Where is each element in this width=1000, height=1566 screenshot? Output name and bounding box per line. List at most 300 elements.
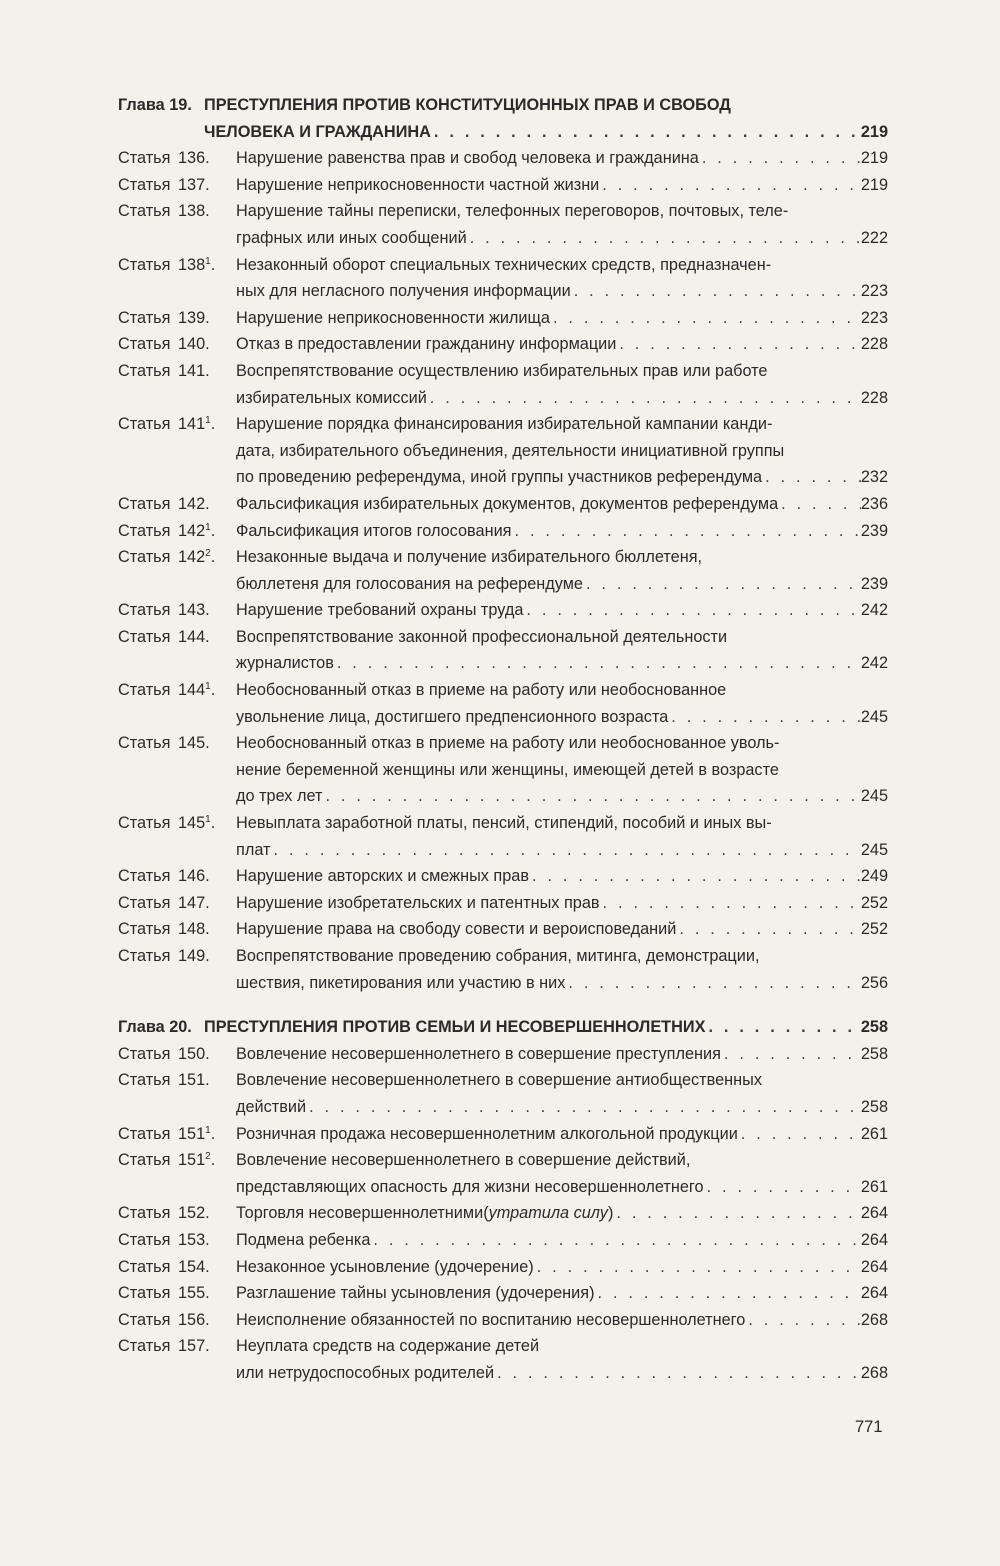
article-title [236, 198, 888, 251]
chapter-title-line [118, 119, 888, 146]
article-number: 140. [178, 335, 210, 354]
article-label [118, 624, 236, 651]
article-title-text: ных для негласного получения информации [236, 282, 571, 301]
toc-entry [118, 491, 888, 518]
article-title-line [236, 518, 888, 545]
article-word: Статья [118, 1124, 171, 1143]
article-number: 147. [178, 893, 210, 912]
article-word: Статья [118, 521, 171, 540]
dot-leader [762, 464, 861, 491]
article-word: Статья [118, 494, 171, 513]
article-label [118, 172, 236, 199]
article-title [236, 1280, 888, 1307]
article-title-text: графных или иных сообщений [236, 228, 467, 247]
chapter-page: 219 [860, 122, 888, 141]
dot-leader [600, 890, 861, 917]
toc-entry [118, 1307, 888, 1334]
dot-leader [613, 1200, 860, 1227]
article-title-line [236, 464, 888, 491]
dot-leader [565, 970, 860, 997]
article-title-text: плат [236, 840, 271, 859]
article-title-line [236, 1333, 888, 1360]
article-number-dot: . [210, 681, 216, 700]
article-word: Статья [118, 548, 171, 567]
article-word: Статья [118, 681, 171, 700]
article-page: 258 [860, 1097, 888, 1116]
dot-leader [571, 278, 861, 305]
article-title-text: Нарушение права на свободу совести и вероисповеданий [236, 920, 677, 939]
article-page: 236 [860, 494, 888, 513]
toc-entry [118, 1254, 888, 1281]
article-title [236, 1041, 888, 1068]
article-title [236, 1121, 888, 1148]
article-title [236, 411, 888, 491]
article-title-line [236, 491, 888, 518]
toc-entry [118, 252, 888, 305]
dot-leader [431, 119, 861, 146]
article-page: 261 [860, 1177, 888, 1196]
article-page: 245 [860, 787, 888, 806]
article-title-line [236, 358, 888, 385]
article-word: Статья [118, 601, 171, 620]
dot-leader [512, 518, 861, 545]
paren: ) [607, 1204, 614, 1223]
article-label [118, 1041, 236, 1068]
article-page: 242 [860, 601, 888, 620]
dot-leader [595, 1280, 861, 1307]
article-word: Статья [118, 415, 171, 434]
article-title-text: избирательных комиссий [236, 388, 427, 407]
chapter-title-line [118, 92, 888, 119]
article-title [236, 1254, 888, 1281]
chapter-heading [118, 1014, 888, 1041]
toc-entry [118, 198, 888, 251]
article-page: 242 [860, 654, 888, 673]
article-title [236, 677, 888, 730]
article-word: Статья [118, 149, 171, 168]
article-page: 261 [860, 1124, 888, 1143]
article-word: Статья [118, 1044, 171, 1063]
article-superscript: 1 [205, 255, 211, 267]
article-title [236, 1067, 888, 1120]
toc-entry [118, 1227, 888, 1254]
article-title-text: Нарушение порядка финансирования избирательной кампании канди- [236, 415, 773, 434]
article-title-line [236, 837, 888, 864]
article-title-line [236, 1200, 888, 1227]
dot-leader [599, 172, 861, 199]
article-label [118, 1307, 236, 1334]
article-title-text: увольнение лица, достигшего предпенсионного возраста [236, 707, 669, 726]
toc-entry [118, 810, 888, 863]
article-word: Статья [118, 308, 171, 327]
article-title-line [236, 305, 888, 332]
toc-entry [118, 1333, 888, 1386]
article-word: Статья [118, 893, 171, 912]
article-title-line [236, 704, 888, 731]
article-word: Статья [118, 335, 171, 354]
article-title-line [236, 145, 888, 172]
article-word: Статья [118, 1071, 171, 1090]
article-word: Статья [118, 1284, 171, 1303]
dot-leader [534, 1254, 861, 1281]
article-title-line [236, 252, 888, 279]
article-label [118, 1200, 236, 1227]
article-page: 223 [860, 308, 888, 327]
article-title-line [236, 677, 888, 704]
dot-leader [427, 385, 861, 412]
article-title-text: Незаконные выдача и получение избирательного бюллетеня, [236, 548, 703, 567]
article-superscript: 1 [205, 814, 211, 826]
article-title-line [236, 1041, 888, 1068]
toc-entry [118, 916, 888, 943]
article-status-note: утратила силу [488, 1204, 608, 1223]
article-title-text: Нарушение изобретательских и патентных прав [236, 893, 600, 912]
article-label [118, 252, 236, 279]
article-title-line [236, 730, 888, 757]
article-title-line [236, 1280, 888, 1307]
article-title-line [236, 890, 888, 917]
article-title-text: дата, избирательного объединения, деятельности инициативной группы [236, 441, 785, 460]
article-number: 146. [178, 867, 210, 886]
article-title-line [236, 757, 888, 784]
article-word: Статья [118, 1151, 171, 1170]
article-title [236, 810, 888, 863]
article-superscript: 2 [205, 1151, 211, 1163]
article-label [118, 943, 236, 970]
article-number: 151 [178, 1151, 206, 1170]
article-page: 228 [860, 335, 888, 354]
toc-entry [118, 358, 888, 411]
article-title-line [236, 1147, 888, 1174]
article-number-dot: . [210, 415, 216, 434]
article-label [118, 1333, 236, 1360]
dot-leader [721, 1041, 861, 1068]
article-label [118, 1147, 236, 1174]
article-label [118, 305, 236, 332]
chapter-title: ЧЕЛОВЕКА И ГРАЖДАНИНА [204, 122, 431, 141]
dot-leader [704, 1174, 861, 1201]
article-title-text: Неуплата средств на содержание детей [236, 1337, 540, 1356]
toc-entry [118, 730, 888, 810]
toc-entry [118, 305, 888, 332]
article-title [236, 1200, 888, 1227]
article-title [236, 730, 888, 810]
article-title-text: нение беременной женщины или женщины, имеющей детей в возрасте [236, 760, 779, 779]
article-title-line [236, 385, 888, 412]
article-title [236, 943, 888, 996]
article-label [118, 145, 236, 172]
article-number: 142. [178, 494, 210, 513]
dot-leader [705, 1014, 860, 1041]
article-title-text: Вовлечение несовершеннолетнего в совершение действий, [236, 1151, 691, 1170]
article-number: 141. [178, 361, 210, 380]
article-title-text: Нарушение равенства прав и свобод человека и гражданина [236, 149, 699, 168]
article-superscript: 1 [205, 415, 211, 427]
article-number-dot: . [210, 255, 216, 274]
article-list [118, 145, 888, 996]
article-number: 150. [178, 1044, 210, 1063]
article-superscript: 1 [205, 1124, 211, 1136]
chapter-page: 258 [860, 1018, 888, 1037]
article-title-text: Розничная продажа несовершеннолетним алкогольной продукции [236, 1124, 738, 1143]
article-label [118, 358, 236, 385]
article-page: 245 [860, 840, 888, 859]
toc-entry [118, 544, 888, 597]
toc-entry [118, 1200, 888, 1227]
article-title-line [236, 172, 888, 199]
article-number: 137. [178, 175, 210, 194]
article-number: 149. [178, 947, 210, 965]
article-number: 144. [178, 627, 210, 646]
article-title-line [236, 1067, 888, 1094]
article-superscript: 1 [205, 521, 211, 533]
article-word: Статья [118, 202, 171, 221]
toc-entry [118, 518, 888, 545]
article-title-text: шествия, пикетирования или участию в них [236, 973, 566, 992]
article-title-line [236, 1360, 888, 1387]
article-page: 268 [860, 1363, 888, 1382]
article-label [118, 1227, 236, 1254]
article-number-dot: . [210, 1124, 216, 1143]
article-word: Статья [118, 361, 171, 380]
article-title [236, 1333, 888, 1386]
article-list [118, 1041, 888, 1387]
article-label [118, 677, 236, 704]
article-number: 145. [178, 734, 210, 753]
article-number: 139. [178, 308, 210, 327]
article-number-dot: . [210, 548, 216, 567]
article-title [236, 518, 888, 545]
article-title-text: представляющих опасность для жизни несовершеннолетнего [236, 1177, 704, 1196]
article-number: 142 [178, 548, 206, 567]
dot-leader [270, 837, 860, 864]
article-word: Статья [118, 920, 171, 939]
chapter-title-line [118, 1014, 888, 1041]
article-label [118, 411, 236, 438]
article-title-line [236, 1121, 888, 1148]
article-title-line [236, 624, 888, 651]
toc-entry [118, 331, 888, 358]
toc-entry [118, 411, 888, 491]
article-number: 157. [178, 1337, 210, 1356]
article-title-line [236, 1254, 888, 1281]
article-page: 264 [860, 1230, 888, 1249]
article-title [236, 305, 888, 332]
article-label [118, 1067, 236, 1094]
article-page: 256 [860, 973, 888, 992]
article-title-text: Неисполнение обязанностей по воспитанию несовершеннолетнего [236, 1310, 746, 1329]
article-word: Статья [118, 175, 171, 194]
article-title-text: или нетрудоспособных родителей [236, 1363, 495, 1382]
toc-entry [118, 1121, 888, 1148]
toc-entry [118, 943, 888, 996]
article-number: 152. [178, 1204, 210, 1223]
article-title-text: Разглашение тайны усыновления (удочерения) [236, 1284, 595, 1303]
article-number: 143. [178, 601, 210, 620]
article-title-line [236, 1174, 888, 1201]
article-title-line [236, 1307, 888, 1334]
article-title-text: Необоснованный отказ в приеме на работу или необоснованное [236, 681, 727, 700]
article-title-line [236, 225, 888, 252]
dot-leader [334, 650, 861, 677]
toc-entry [118, 172, 888, 199]
toc-entry [118, 624, 888, 677]
toc-entry [118, 890, 888, 917]
article-number-dot: . [210, 521, 216, 540]
article-title-line [236, 916, 888, 943]
article-title-text: Вовлечение несовершеннолетнего в совершение преступления [236, 1044, 721, 1063]
article-number: 151 [178, 1124, 206, 1143]
article-page: 223 [860, 282, 888, 301]
article-page: 219 [860, 149, 888, 168]
article-label [118, 1280, 236, 1307]
article-title [236, 890, 888, 917]
article-title-text: Подмена ребенка [236, 1230, 371, 1249]
dot-leader [745, 1307, 861, 1334]
toc-entry [118, 863, 888, 890]
toc-entry [118, 1041, 888, 1068]
article-title-text: Торговля несовершеннолетними [236, 1204, 484, 1223]
article-title-line [236, 278, 888, 305]
dot-leader [738, 1121, 861, 1148]
article-title-text: Фальсификация итогов голосования [236, 521, 512, 540]
paren: ( [483, 1204, 489, 1223]
dot-leader [322, 783, 860, 810]
article-title [236, 863, 888, 890]
article-label [118, 1121, 236, 1148]
article-number: 141 [178, 415, 206, 434]
dot-leader [306, 1094, 861, 1121]
article-page: 252 [860, 920, 888, 939]
article-title-text: Нарушение неприкосновенности частной жизни [236, 175, 600, 194]
article-page: 222 [860, 228, 888, 247]
article-number-dot: . [210, 814, 216, 833]
page-number: 771 [855, 1418, 883, 1436]
dot-leader [523, 597, 860, 624]
article-title-text: действий [236, 1097, 307, 1116]
article-title-text: Невыплата заработной платы, пенсий, стипендий, пособий и иных вы- [236, 814, 772, 833]
article-page: 239 [860, 574, 888, 593]
dot-leader [494, 1360, 861, 1387]
article-word: Статья [118, 255, 171, 274]
article-number: 138 [178, 255, 206, 274]
article-title-text: Нарушение требований охраны труда [236, 601, 524, 620]
article-title-text: Незаконный оборот специальных технических средств, предназначен- [236, 255, 772, 274]
article-number: 153. [178, 1230, 210, 1249]
article-label [118, 331, 236, 358]
article-title-line [236, 597, 888, 624]
article-label [118, 597, 236, 624]
article-label [118, 544, 236, 571]
article-word: Статья [118, 947, 171, 965]
article-title-line [236, 970, 888, 997]
article-title-text: журналистов [236, 654, 334, 673]
article-title [236, 624, 888, 677]
article-title-text: Фальсификация избирательных документов, документов референдума [236, 494, 779, 513]
article-title-text: бюллетеня для голосования на референдуме [236, 574, 583, 593]
dot-leader [616, 331, 860, 358]
article-number: 144 [178, 681, 206, 700]
article-number: 156. [178, 1310, 210, 1329]
article-title-text: Вовлечение несовершеннолетнего в совершение антиобщественных [236, 1071, 762, 1090]
article-title [236, 1227, 888, 1254]
article-title-line [236, 1227, 888, 1254]
article-title [236, 172, 888, 199]
article-title-line [236, 783, 888, 810]
table-of-contents [118, 92, 888, 1387]
article-number: 154. [178, 1257, 210, 1276]
article-word: Статья [118, 867, 171, 886]
article-title-line [236, 1094, 888, 1121]
article-number: 145 [178, 814, 206, 833]
article-number-dot: . [210, 1151, 216, 1170]
dot-leader [370, 1227, 860, 1254]
article-title-text: Воспрепятствование законной профессиональной деятельности [236, 627, 728, 646]
toc-entry [118, 145, 888, 172]
article-word: Статья [118, 1230, 171, 1249]
article-page: 249 [860, 867, 888, 886]
article-label [118, 916, 236, 943]
article-page: 264 [860, 1204, 888, 1223]
chapter-number: Глава 20. [118, 1018, 192, 1037]
toc-entry [118, 1280, 888, 1307]
article-title-text: Отказ в предоставлении гражданину информации [236, 335, 617, 354]
article-page: 219 [860, 175, 888, 194]
article-title-line [236, 544, 888, 571]
article-title-text: по проведению референдума, иной группы участников референдума [236, 468, 763, 487]
article-title-line [236, 331, 888, 358]
dot-leader [676, 916, 860, 943]
article-word: Статья [118, 1310, 171, 1329]
dot-leader [529, 863, 861, 890]
article-label [118, 890, 236, 917]
article-page: 268 [860, 1310, 888, 1329]
chapter-title: ПРЕСТУПЛЕНИЯ ПРОТИВ СЕМЬИ И НЕСОВЕРШЕННОЛЕТНИХ [204, 1018, 706, 1037]
article-title-text: Незаконное усыновление (удочерение) [236, 1257, 534, 1276]
article-title-text: до трех лет [236, 787, 323, 806]
article-label [118, 491, 236, 518]
article-number: 136. [178, 149, 210, 168]
article-title [236, 1307, 888, 1334]
toc-entry [118, 1147, 888, 1200]
dot-leader [550, 305, 861, 332]
dot-leader [699, 145, 861, 172]
dot-leader [467, 225, 861, 252]
article-word: Статья [118, 1204, 171, 1223]
article-number: 151. [178, 1071, 210, 1090]
article-page: 264 [860, 1284, 888, 1303]
toc-entry [118, 597, 888, 624]
article-title [236, 331, 888, 358]
article-title [236, 1147, 888, 1200]
article-page: 239 [860, 521, 888, 540]
article-label [118, 198, 236, 225]
article-title-line [236, 438, 888, 465]
article-number: 138. [178, 202, 210, 221]
article-title-line [236, 810, 888, 837]
article-label [118, 863, 236, 890]
article-title [236, 544, 888, 597]
article-page: 258 [860, 1044, 888, 1063]
article-word: Статья [118, 814, 171, 833]
chapter-heading [118, 92, 888, 145]
section-gap [118, 996, 888, 1014]
article-title-text: Нарушение авторских и смежных прав [236, 867, 530, 886]
article-title-text: Воспрепятствование проведению собрания, митинга, демонстрации, [236, 947, 760, 965]
article-page: 232 [860, 468, 888, 487]
article-page: 264 [860, 1257, 888, 1276]
article-title-text: Воспрепятствование осуществлению избирательных прав или работе [236, 361, 768, 380]
